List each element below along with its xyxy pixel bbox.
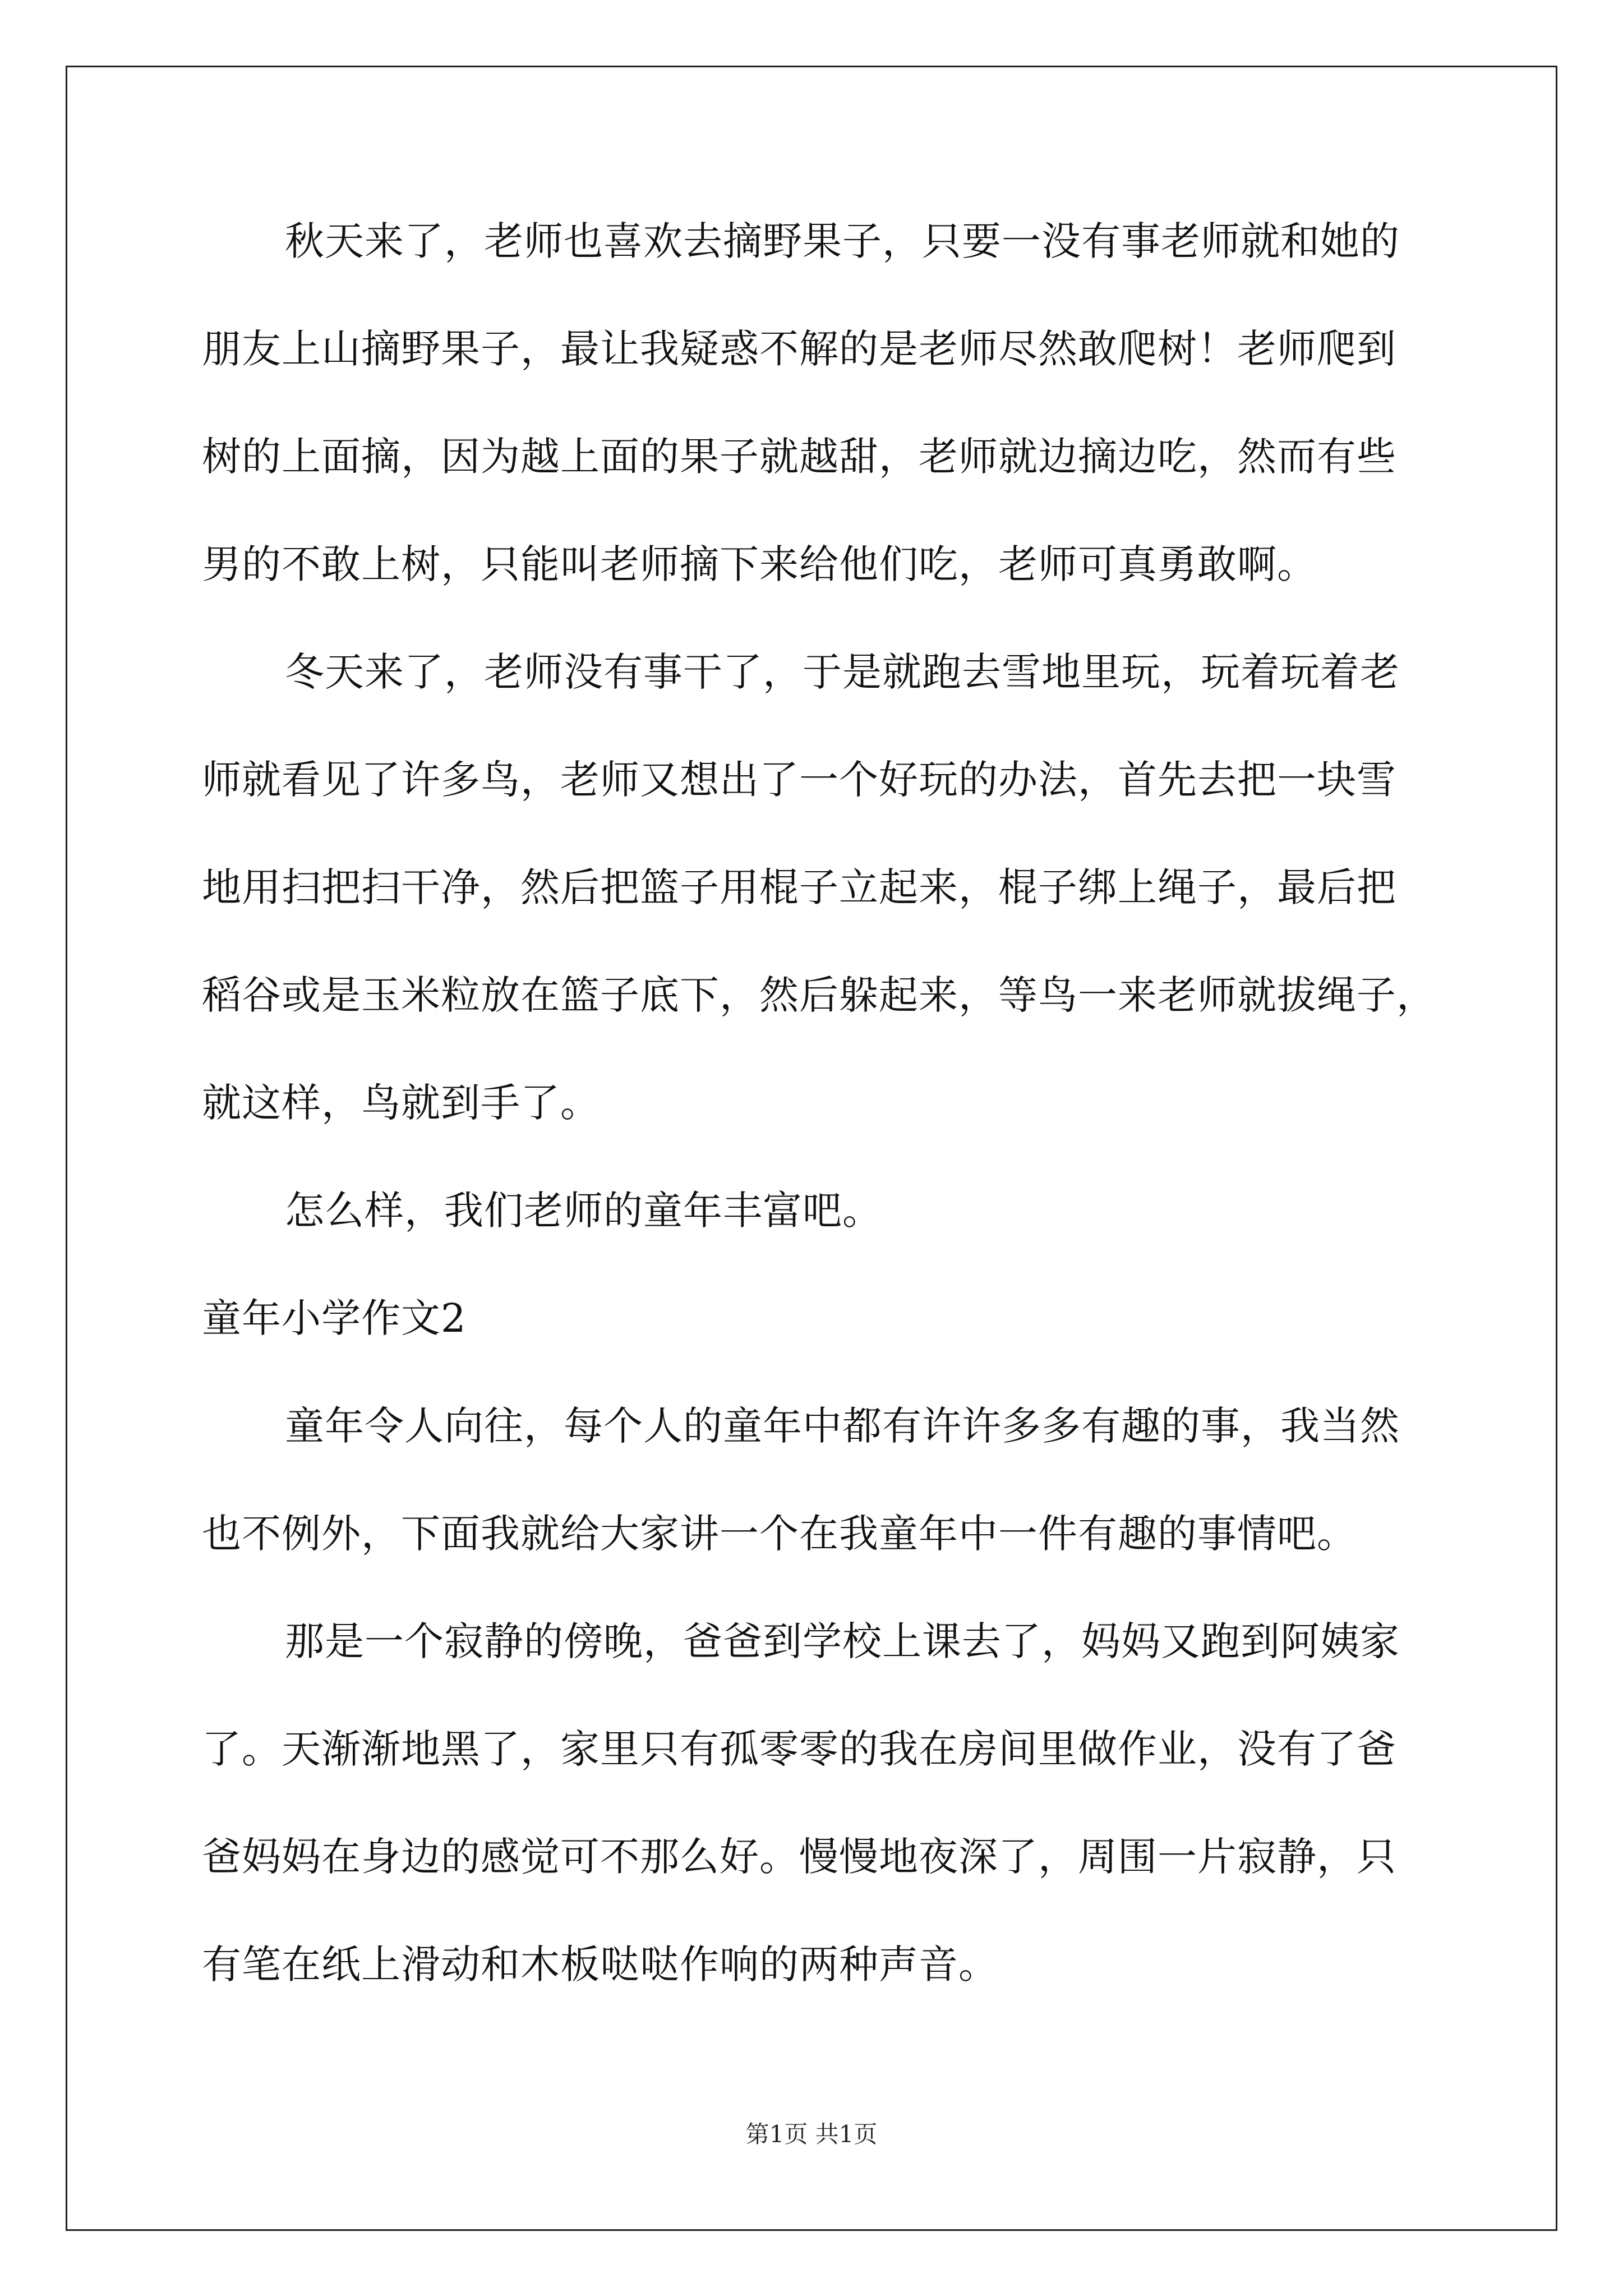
section-title: 童年小学作文2 [202, 1295, 467, 1341]
paragraph-line: 地用扫把扫干净，然后把篮子用棍子立起来，棍子绑上绳子，最后把 [202, 864, 1396, 910]
paragraph-line: 就这样，鸟就到手了。 [202, 1080, 600, 1126]
page-footer: 第1页 共1页 [745, 2120, 878, 2148]
paragraph-line: 也不例外，下面我就给大家讲一个在我童年中一件有趣的事情吧。 [202, 1511, 1357, 1557]
paragraph-line: 那是一个寂静的傍晚，爸爸到学校上课去了，妈妈又跑到阿姨家 [285, 1618, 1400, 1664]
paragraph-line: 树的上面摘，因为越上面的果子就越甜，老师就边摘边吃，然而有些 [202, 434, 1396, 480]
paragraph-line: 冬天来了，老师没有事干了，于是就跑去雪地里玩，玩着玩着老 [285, 649, 1400, 695]
paragraph-line: 稻谷或是玉米粒放在篮子底下，然后躲起来，等鸟一来老师就拔绳子， [202, 972, 1436, 1018]
page-frame [66, 66, 1557, 2231]
paragraph-line: 朋友上山摘野果子，最让我疑惑不解的是老师尽然敢爬树！老师爬到 [202, 326, 1396, 372]
paragraph-line: 有笔在纸上滑动和木板哒哒作响的两种声音。 [202, 1941, 998, 1987]
paragraph-line: 怎么样，我们老师的童年丰富吧。 [285, 1188, 882, 1234]
paragraph-line: 秋天来了，老师也喜欢去摘野果子，只要一没有事老师就和她的 [285, 218, 1400, 264]
paragraph-line: 爸妈妈在身边的感觉可不那么好。慢慢地夜深了，周围一片寂静，只 [202, 1834, 1396, 1880]
paragraph-line: 了。天渐渐地黑了，家里只有孤零零的我在房间里做作业，没有了爸 [202, 1726, 1396, 1772]
paragraph-line: 师就看见了许多鸟，老师又想出了一个好玩的办法，首先去把一块雪 [202, 757, 1396, 803]
paragraph-line: 男的不敢上树，只能叫老师摘下来给他们吃，老师可真勇敢啊。 [202, 541, 1317, 587]
paragraph-line: 童年令人向往，每个人的童年中都有许许多多有趣的事，我当然 [285, 1403, 1400, 1449]
